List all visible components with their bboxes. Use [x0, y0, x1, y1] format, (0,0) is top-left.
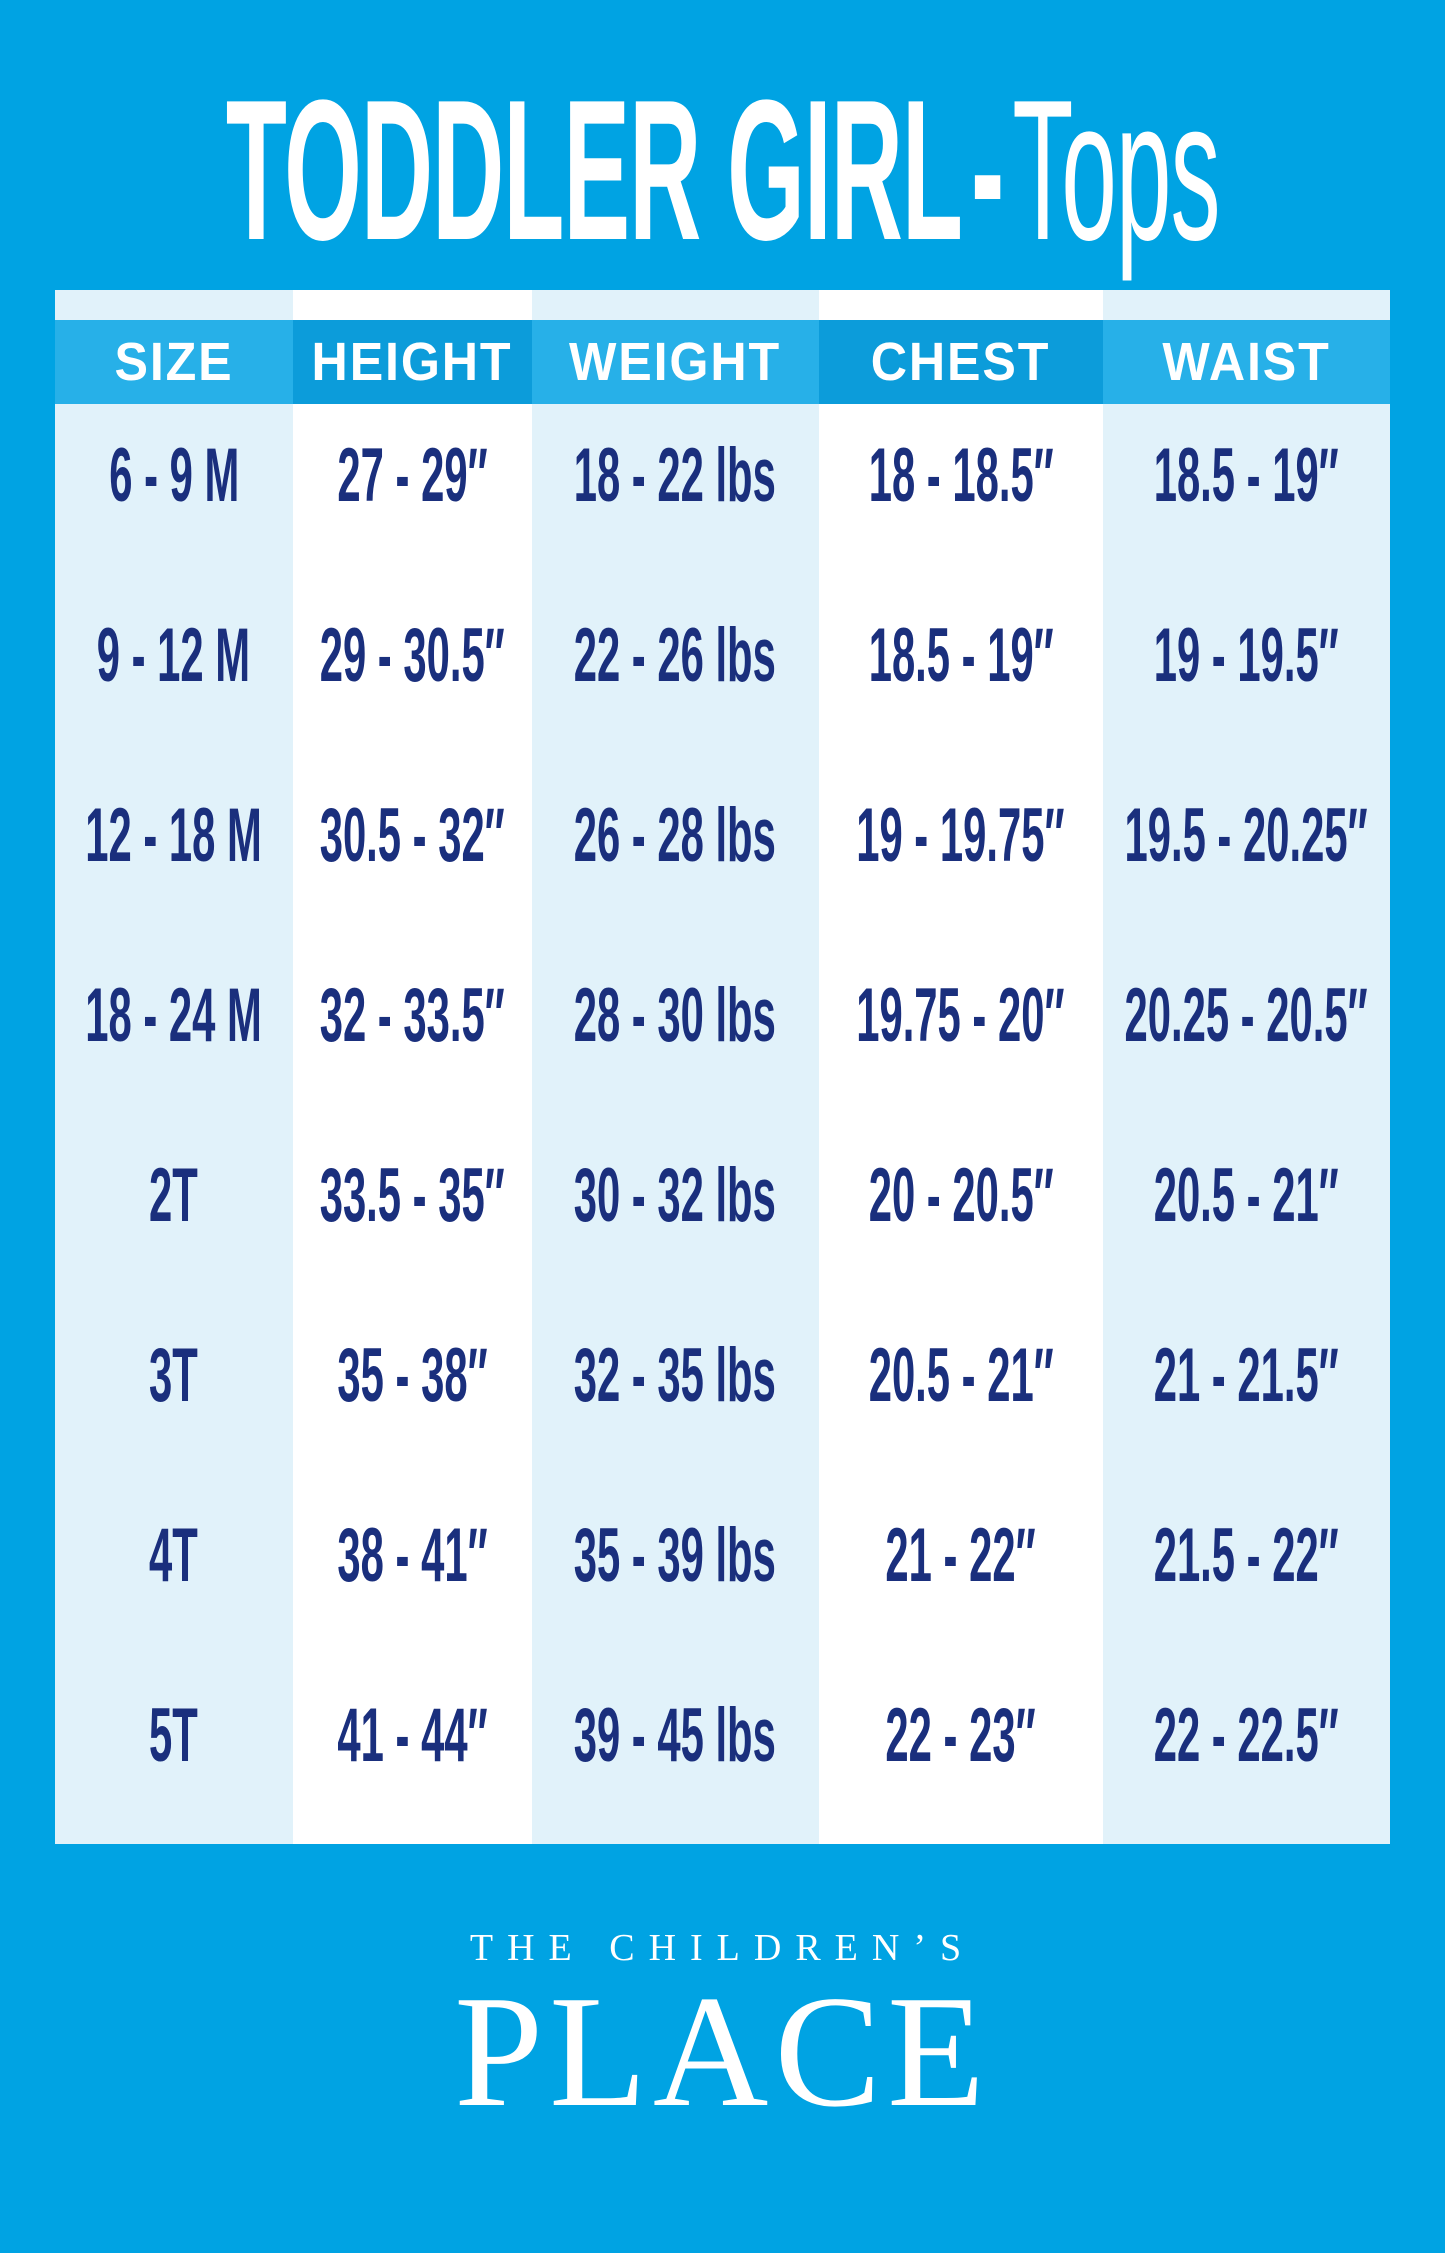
cell-value: 32 - 33.5″ — [319, 972, 505, 1058]
cell-value: 18.5 - 19″ — [1153, 432, 1339, 518]
cell-value: 26 - 28 lbs — [574, 792, 777, 878]
table-row — [55, 1124, 1390, 1304]
cell-value: 39 - 45 lbs — [574, 1692, 777, 1778]
weight-cell — [532, 584, 819, 764]
size-cell — [55, 404, 293, 584]
height-cell — [293, 944, 532, 1124]
brand-logo — [0, 1927, 1445, 2140]
title-separator: - — [970, 59, 1004, 282]
header-waist-label: WAIST — [1162, 332, 1331, 392]
page-title — [0, 59, 1445, 282]
cell-value: 20.5 - 21″ — [868, 1332, 1054, 1418]
cell-value: 6 - 9 M — [108, 432, 239, 518]
cell-value: 33.5 - 35″ — [319, 1152, 505, 1238]
cell-value: 19.5 - 20.25″ — [1124, 792, 1369, 878]
header-size-label: SIZE — [114, 332, 234, 392]
cell-value: 20.5 - 21″ — [1153, 1152, 1339, 1238]
waist-cell — [1103, 944, 1390, 1124]
waist-cell — [1103, 1664, 1390, 1844]
cell-value: 19.75 - 20″ — [856, 972, 1065, 1058]
strip-cell — [293, 290, 532, 320]
weight-cell — [532, 1124, 819, 1304]
strip-cell — [55, 290, 293, 320]
table-row — [55, 1664, 1390, 1844]
cell-value: 21.5 - 22″ — [1153, 1512, 1339, 1598]
table-row — [55, 1484, 1390, 1664]
size-cell — [55, 1664, 293, 1844]
size-cell — [55, 1304, 293, 1484]
waist-cell — [1103, 764, 1390, 944]
weight-cell — [532, 1484, 819, 1664]
chest-cell — [819, 1304, 1103, 1484]
page-title-text — [225, 59, 1220, 282]
header-height-label: HEIGHT — [311, 332, 513, 392]
chest-cell — [819, 584, 1103, 764]
size-cell — [55, 1484, 293, 1664]
height-cell — [293, 1484, 532, 1664]
chest-cell — [819, 1484, 1103, 1664]
cell-value: 4T — [149, 1512, 199, 1598]
weight-cell — [532, 404, 819, 584]
cell-value: 19 - 19.75″ — [856, 792, 1065, 878]
height-cell — [293, 1664, 532, 1844]
size-cell — [55, 584, 293, 764]
chest-cell — [819, 1124, 1103, 1304]
weight-cell — [532, 1304, 819, 1484]
cell-value: 29 - 30.5″ — [319, 612, 505, 698]
height-cell — [293, 764, 532, 944]
cell-value: 22 - 26 lbs — [574, 612, 777, 698]
table-row — [55, 584, 1390, 764]
cell-value: 32 - 35 lbs — [574, 1332, 777, 1418]
cell-value: 22 - 23″ — [885, 1692, 1036, 1778]
cell-value: 21 - 21.5″ — [1153, 1332, 1339, 1418]
cell-value: 18.5 - 19″ — [868, 612, 1054, 698]
cell-value: 41 - 44″ — [337, 1692, 488, 1778]
strip-cell — [1103, 290, 1390, 320]
weight-cell — [532, 944, 819, 1124]
cell-value: 38 - 41″ — [337, 1512, 488, 1598]
height-cell — [293, 584, 532, 764]
chest-cell — [819, 404, 1103, 584]
strip-cell — [532, 290, 819, 320]
cell-value: 19 - 19.5″ — [1153, 612, 1339, 698]
header-height — [293, 320, 532, 404]
cell-value: 18 - 18.5″ — [868, 432, 1054, 518]
cell-value: 2T — [149, 1152, 199, 1238]
cell-value: 22 - 22.5″ — [1153, 1692, 1339, 1778]
header-size — [55, 320, 293, 404]
table-row — [55, 764, 1390, 944]
brand-name-top: THE CHILDREN’S — [469, 1927, 976, 1969]
cell-value: 3T — [149, 1332, 199, 1418]
chest-cell — [819, 1664, 1103, 1844]
cell-value: 12 - 18 M — [85, 792, 263, 878]
waist-cell — [1103, 1304, 1390, 1484]
height-cell — [293, 404, 532, 584]
cell-value: 30.5 - 32″ — [319, 792, 505, 878]
table-header-row — [55, 320, 1390, 404]
cell-value: 35 - 39 lbs — [574, 1512, 777, 1598]
header-weight — [532, 320, 819, 404]
cell-value: 18 - 24 M — [85, 972, 263, 1058]
cell-value: 30 - 32 lbs — [574, 1152, 777, 1238]
size-cell — [55, 944, 293, 1124]
cell-value: 9 - 12 M — [97, 612, 251, 698]
size-cell — [55, 764, 293, 944]
header-chest-label: CHEST — [871, 332, 1051, 392]
waist-cell — [1103, 1124, 1390, 1304]
height-cell — [293, 1124, 532, 1304]
title-main: TODDLER GIRL — [225, 59, 962, 282]
weight-cell — [532, 764, 819, 944]
brand-name-bottom: PLACE — [454, 1962, 991, 2140]
cell-value: 5T — [149, 1692, 199, 1778]
header-chest — [819, 320, 1103, 404]
chest-cell — [819, 944, 1103, 1124]
header-weight-label: WEIGHT — [569, 332, 782, 392]
waist-cell — [1103, 1484, 1390, 1664]
waist-cell — [1103, 404, 1390, 584]
height-cell — [293, 1304, 532, 1484]
table-row — [55, 404, 1390, 584]
size-table — [55, 290, 1390, 1844]
waist-cell — [1103, 584, 1390, 764]
cell-value: 21 - 22″ — [885, 1512, 1036, 1598]
chest-cell — [819, 764, 1103, 944]
size-chart-page — [0, 59, 1445, 2253]
cell-value: 28 - 30 lbs — [574, 972, 777, 1058]
cell-value: 20.25 - 20.5″ — [1124, 972, 1369, 1058]
strip-cell — [819, 290, 1103, 320]
cell-value: 20 - 20.5″ — [868, 1152, 1054, 1238]
weight-cell — [532, 1664, 819, 1844]
header-waist — [1103, 320, 1390, 404]
cell-value: 27 - 29″ — [337, 432, 488, 518]
table-row — [55, 944, 1390, 1124]
cell-value: 18 - 22 lbs — [574, 432, 777, 518]
title-suffix: Tops — [1012, 59, 1220, 282]
size-cell — [55, 1124, 293, 1304]
table-top-strip — [55, 290, 1390, 320]
cell-value: 35 - 38″ — [337, 1332, 488, 1418]
table-row — [55, 1304, 1390, 1484]
